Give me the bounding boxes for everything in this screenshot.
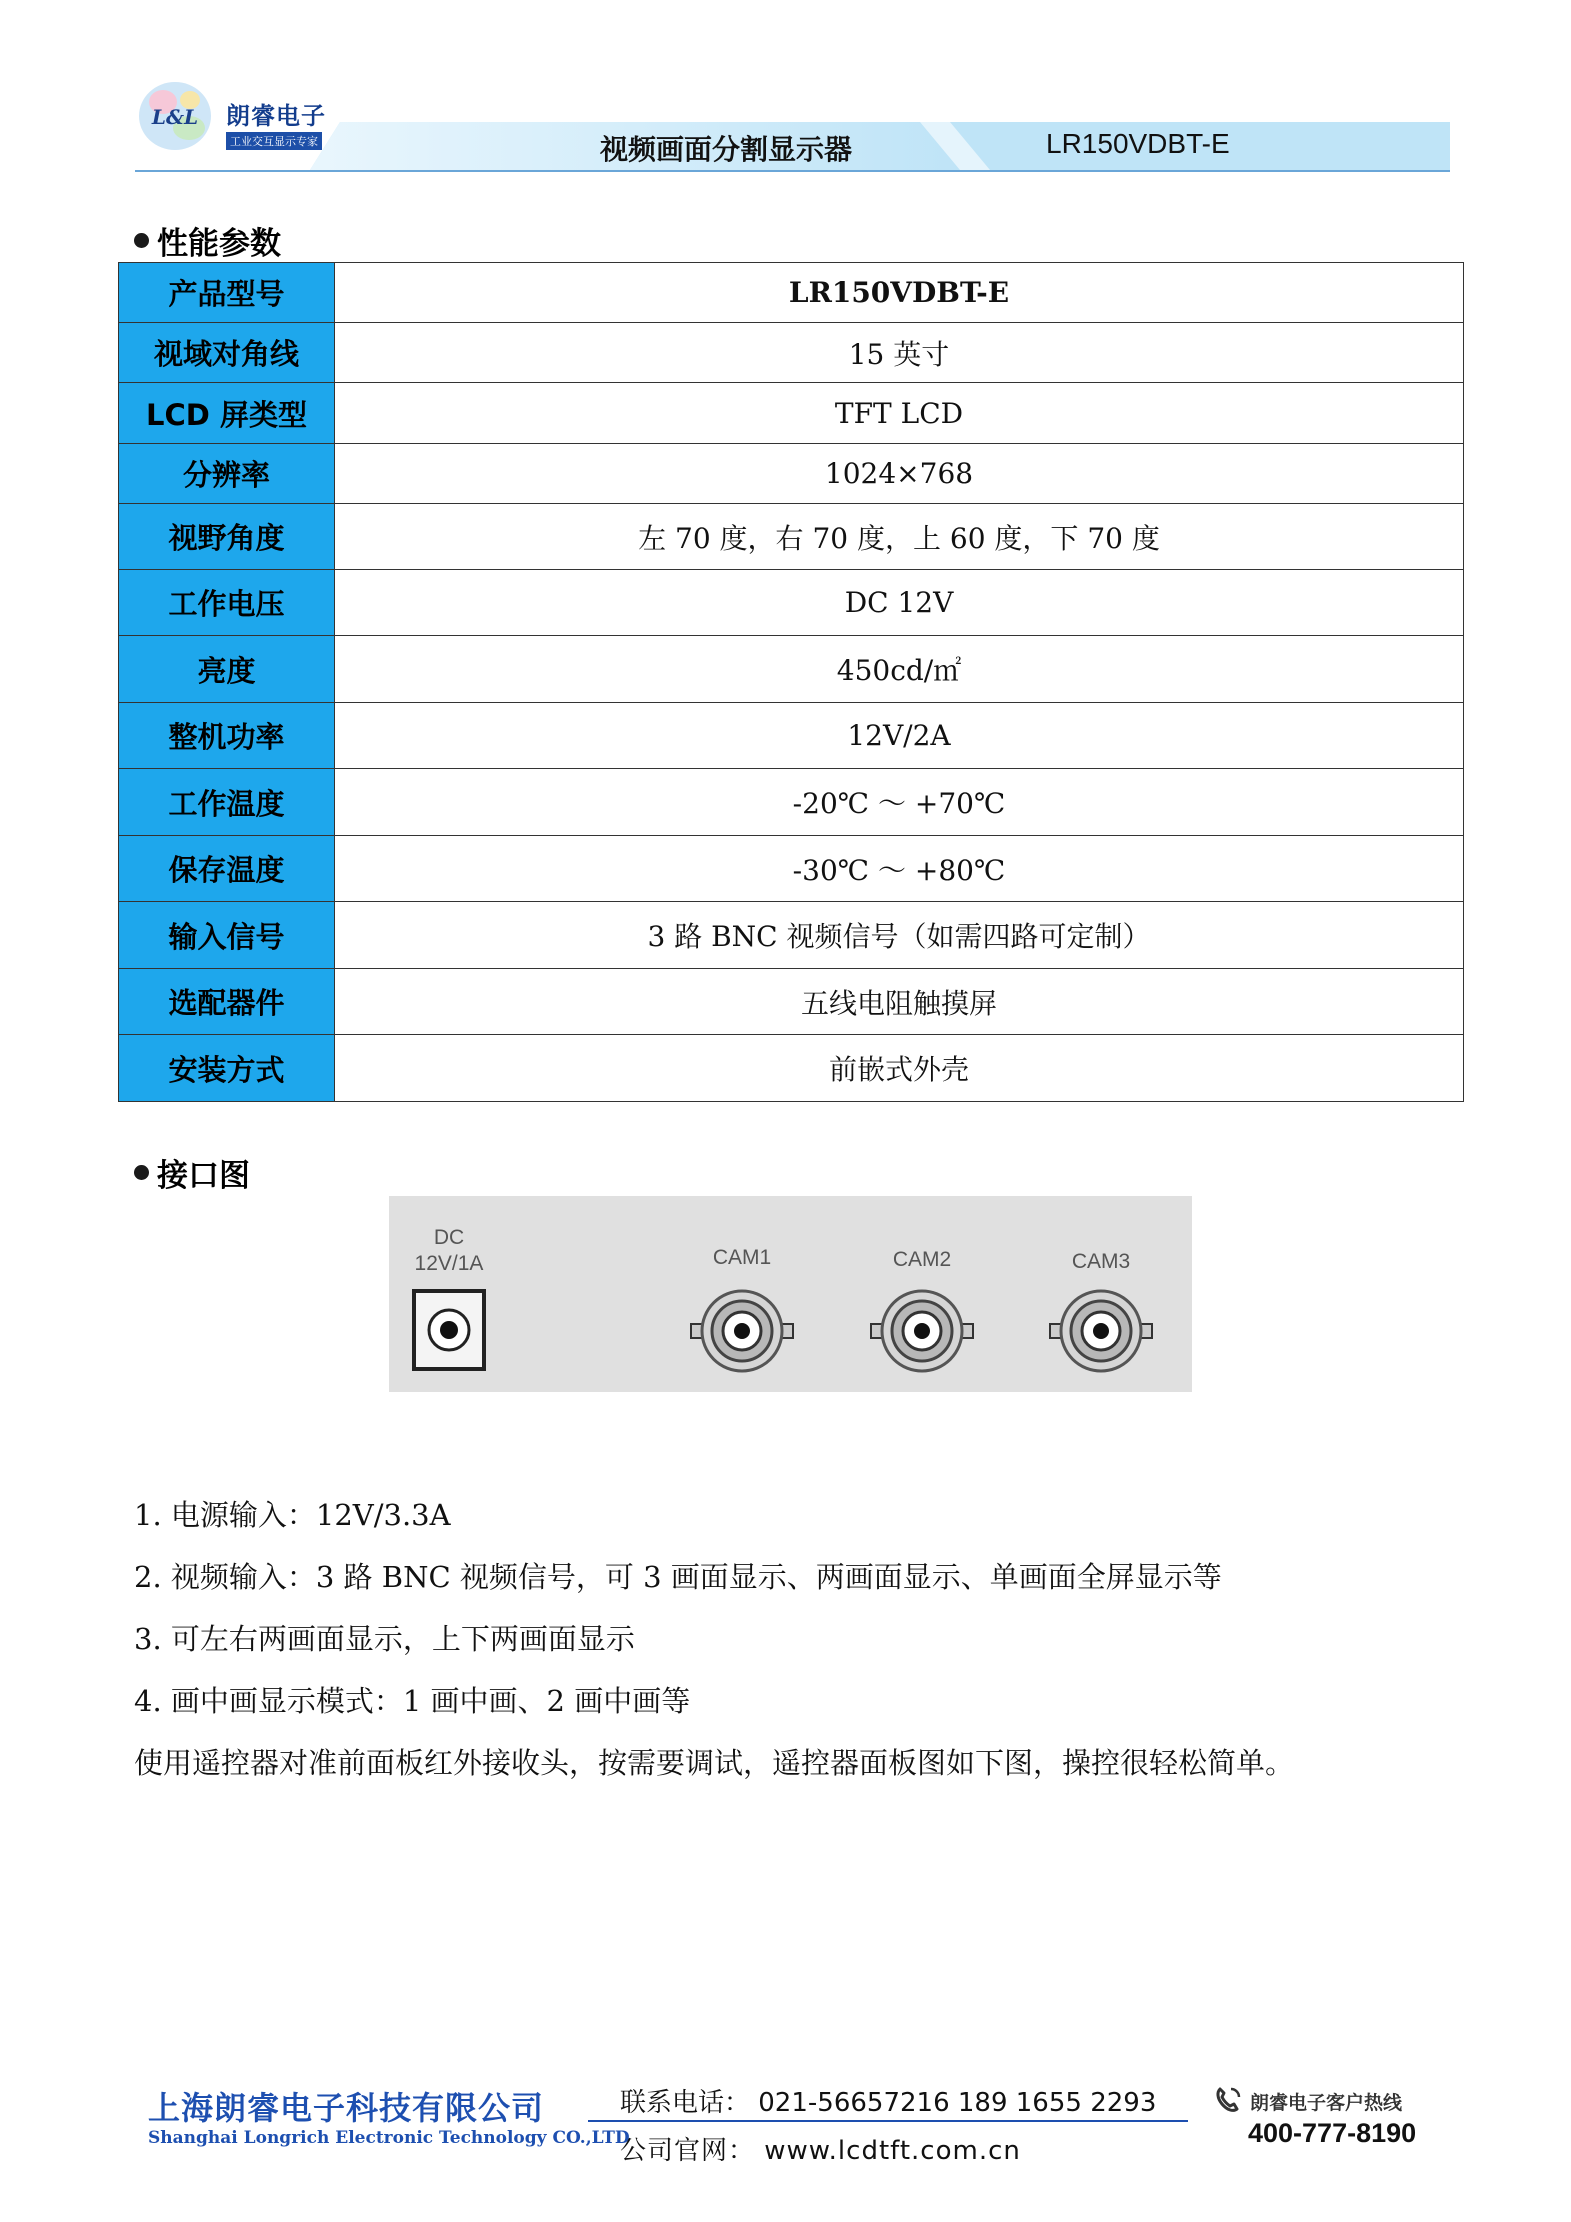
spec-value: LR150VDBT-E xyxy=(335,263,1464,323)
table-row xyxy=(119,902,1464,969)
spec-value: -30℃ ～ +80℃ xyxy=(335,836,1464,902)
spec-value: 12V/2A xyxy=(335,703,1464,769)
table-row xyxy=(119,769,1464,836)
spec-value: -20℃ ～ +70℃ xyxy=(335,769,1464,836)
interface-diagram xyxy=(389,1196,1192,1392)
table-row xyxy=(119,444,1464,504)
dc-port-rating: 12V/1A xyxy=(414,1252,484,1275)
company-logo xyxy=(135,72,215,154)
spec-label: 工作温度 xyxy=(119,769,335,836)
document-title: 视频画面分割显示器 xyxy=(600,133,853,166)
table-row xyxy=(119,836,1464,902)
interface-heading xyxy=(134,1150,250,1195)
cam3-label: CAM3 xyxy=(1071,1250,1131,1273)
table-row xyxy=(119,504,1464,570)
spec-label: 视野角度 xyxy=(119,504,335,570)
footer-hotline-label: 朗睿电子客户热线 xyxy=(1250,2092,1403,2114)
footer-hotline-number: 400-777-8190 xyxy=(1248,2118,1417,2148)
interface-heading-text: 接口图 xyxy=(157,1158,250,1194)
cam1-label: CAM1 xyxy=(712,1246,772,1269)
remote-instruction: 使用遥控器对准前面板红外接收头，按需要调试，遥控器面板图如下图，操控很轻松简单。 xyxy=(134,1746,1295,1780)
footer-website: 公司官网： www.lcdtft.com.cn xyxy=(620,2136,1021,2166)
spec-table xyxy=(118,262,1464,1102)
spec-label: 安装方式 xyxy=(119,1035,335,1102)
logo-company-name: 朗睿电子 xyxy=(226,102,326,130)
footer-phone: 联系电话： 021-56657216 189 1655 2293 xyxy=(620,2088,1157,2118)
spec-value: 前嵌式外壳 xyxy=(335,1035,1464,1102)
spec-label: 视域对角线 xyxy=(119,323,335,383)
phone-icon xyxy=(1213,2085,1243,2115)
table-row xyxy=(119,263,1464,323)
header-band xyxy=(310,122,1450,170)
spec-label: 保存温度 xyxy=(119,836,335,902)
spec-label: 选配器件 xyxy=(119,969,335,1035)
list-item: 2. 视频输入：3 路 BNC 视频信号，可 3 画面显示、两画面显示、单画面全屏显示等 xyxy=(134,1560,1222,1594)
list-item: 1. 电源输入：12V/3.3A xyxy=(134,1498,451,1532)
footer-company-en: Shanghai Longrich Electronic Technology CO.,LTD xyxy=(148,2128,630,2148)
header-rule xyxy=(135,170,1450,172)
bnc-connector-icon xyxy=(687,1286,797,1376)
header-model-number: LR150VDBT-E xyxy=(1046,128,1230,159)
spec-label: 产品型号 xyxy=(119,263,335,323)
cam2-label: CAM2 xyxy=(892,1248,952,1271)
spec-value: 左 70 度，右 70 度，上 60 度，下 70 度 xyxy=(335,504,1464,570)
list-item: 3. 可左右两画面显示，上下两画面显示 xyxy=(134,1622,635,1656)
logo-tagline: 工业交互显示专家 xyxy=(226,132,322,150)
spec-value: 五线电阻触摸屏 xyxy=(335,969,1464,1035)
bullet-icon xyxy=(134,233,149,248)
table-row xyxy=(119,323,1464,383)
table-row xyxy=(119,383,1464,444)
bnc-connector-icon xyxy=(867,1286,977,1376)
table-row xyxy=(119,570,1464,636)
spec-value: 15 英寸 xyxy=(335,323,1464,383)
footer-company-cn: 上海朗睿电子科技有限公司 xyxy=(148,2089,545,2127)
list-item: 4. 画中画显示模式：1 画中画、2 画中画等 xyxy=(134,1684,691,1718)
dc-port-label: DC xyxy=(433,1226,465,1249)
bullet-icon xyxy=(134,1165,149,1180)
table-row xyxy=(119,969,1464,1035)
spec-label: 分辨率 xyxy=(119,444,335,504)
spec-value: DC 12V xyxy=(335,570,1464,636)
specs-heading xyxy=(134,218,281,263)
spec-value: TFT LCD xyxy=(335,383,1464,444)
spec-label: 工作电压 xyxy=(119,570,335,636)
footer-divider xyxy=(588,2120,1188,2122)
spec-label: 整机功率 xyxy=(119,703,335,769)
spec-value: 1024×768 xyxy=(335,444,1464,504)
spec-label: 输入信号 xyxy=(119,902,335,969)
spec-label: 亮度 xyxy=(119,636,335,703)
table-row xyxy=(119,1035,1464,1102)
dc-jack-icon xyxy=(411,1288,487,1372)
spec-label: LCD 屏类型 xyxy=(119,383,335,444)
specs-heading-text: 性能参数 xyxy=(157,226,281,262)
spec-value: 450cd/㎡ xyxy=(335,636,1464,703)
table-row xyxy=(119,703,1464,769)
table-row xyxy=(119,636,1464,703)
spec-value: 3 路 BNC 视频信号（如需四路可定制） xyxy=(335,902,1464,969)
logo-mark: L&L xyxy=(151,105,199,129)
bnc-connector-icon xyxy=(1046,1286,1156,1376)
